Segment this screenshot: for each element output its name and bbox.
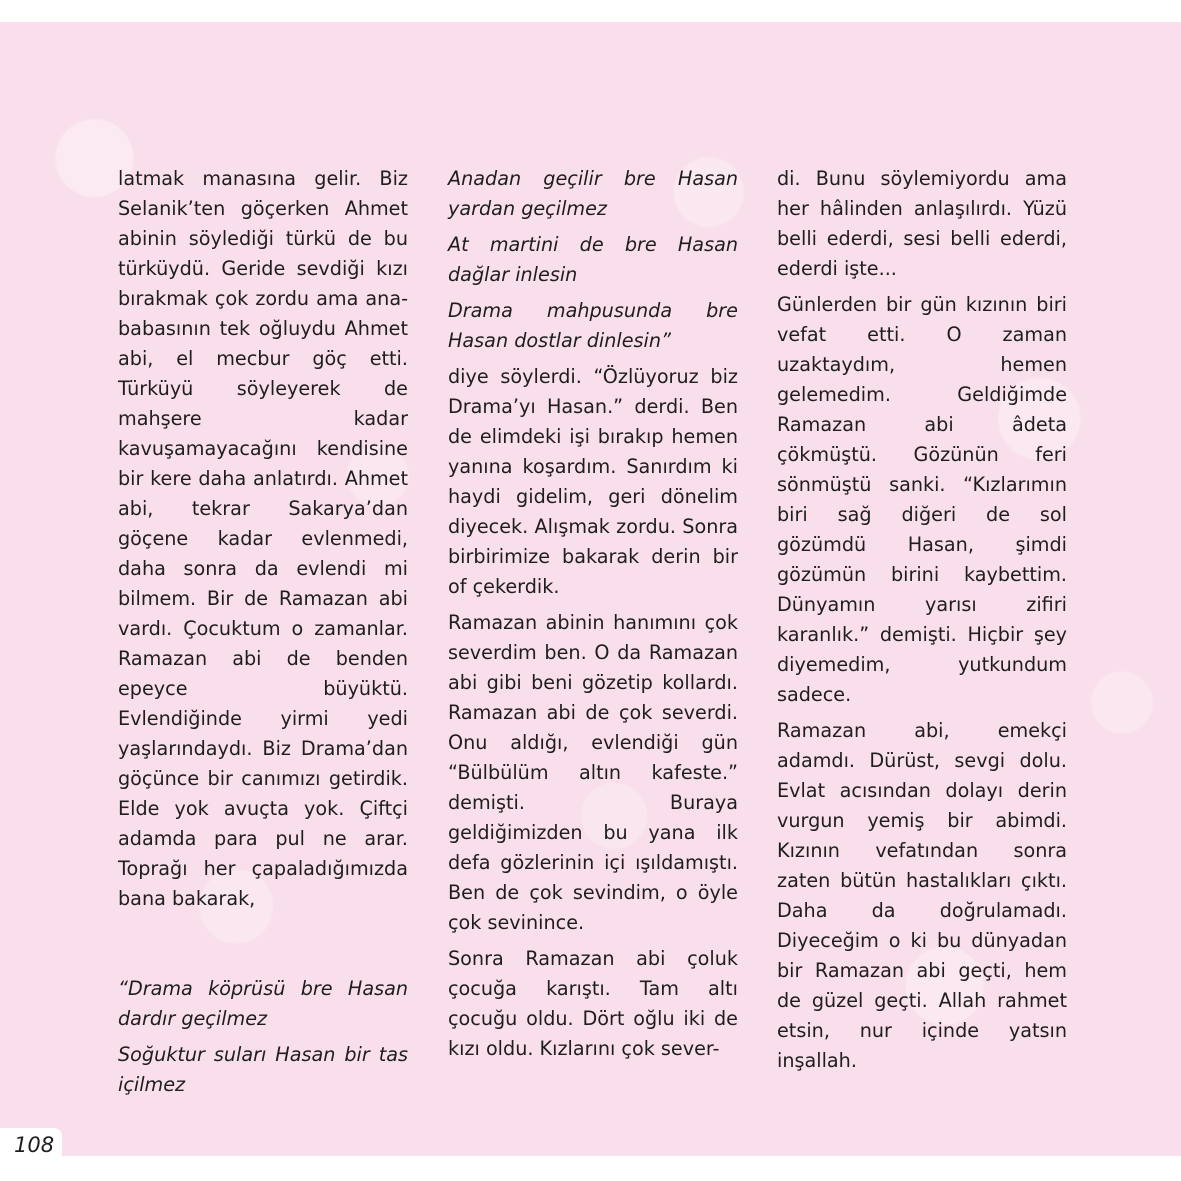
paragraph: latmak manasına gelir. Biz Selanik’ten göçerken Ahmet abinin söylediği türkü de bu türküydü. Geride sevdiği kızı bırakmak çok zordu ama ana-babasının tek oğluydu Ahmet abi, el mecbur göç etti. Türküyü söyleyerek de mahşere kadar kavuşamayacağını kendisine bir kere daha anlatırdı. Ahmet abi, tekrar Sakarya’dan göçene kadar evlenmedi, daha sonra da evlendi mi bilmem. Bir de Ramazan abi vardı. Çocuktum o zamanlar. Ramazan abi de benden epeyce büyüktü. Evlendiğinde yirmi yedi yaşlarındaydı. Biz Drama’dan göçünce bir canımızı getirdik. Elde yok avuçta yok. Çiftçi adamda para pul ne arar. Toprağı her çapaladığımızda bana bakarak,	[118, 167, 408, 910]
text-column-3	[777, 164, 1067, 1076]
text-column-2	[448, 164, 738, 1064]
paragraph: Ramazan abinin hanımını çok severdim ben. O da Ramazan abi gibi beni gözetip kollardı. Ramazan abi de çok severdi. Onu aldığı, evlendiği gün “Bülbülüm altın kafeste.” demişti. Buraya geldiğimizden bu yana ilk defa gözlerinin içi ışıldamıştı. Ben de çok sevindim, o öyle çok sevinince.	[448, 611, 738, 934]
paragraph: Günlerden bir gün kızının biri vefat etti. O zaman uzaktaydım, hemen gelemedim. Geldiğimde Ramazan abi âdeta çökmüştü. Gözünün feri sönmüştü sanki. “Kızlarımın biri sağ diğeri de sol gözümdü Hasan, şimdi gözümün birini kaybettim. Dünyamın yarısı zifiri karanlık.” demişti. Hiçbir şey diyemedim, yutkundum sadece.	[777, 293, 1067, 706]
folk-song-verse: At martini de bre Hasan dağlar inlesin	[448, 233, 738, 286]
paragraph: Sonra Ramazan abi çoluk çocuğa karıştı. Tam altı çocuğu oldu. Dört oğlu iki de kızı oldu. Kızlarını çok sever-	[448, 947, 738, 1060]
text-column-1	[118, 164, 408, 1100]
page-number: 108	[0, 1128, 62, 1160]
folk-song-verse: Drama mahpusunda bre Hasan dostlar dinlesin”	[448, 299, 738, 352]
book-page	[0, 22, 1181, 1156]
folk-song-verse: Soğuktur suları Hasan bir tas içilmez	[118, 1043, 408, 1096]
folk-song-verse: Anadan geçilir bre Hasan yardan geçilmez	[448, 167, 738, 220]
paragraph: di. Bunu söylemiyordu ama her hâlinden anlaşılırdı. Yüzü belli ederdi, sesi belli ederdi, ederdi işte...	[777, 167, 1067, 280]
paragraph: Ramazan abi, emekçi adamdı. Dürüst, sevgi dolu. Evlat acısından dolayı derin vurgun yemiş bir abimdi. Kızının vefatından sonra zaten bütün hastalıkları çıktı. Daha da doğrulamadı. Diyeceğim o ki bu dünyadan bir Ramazan abi geçti, hem de güzel geçti. Allah rahmet etsin, nur içinde yatsın inşallah.	[777, 719, 1067, 1072]
folk-song-verse: “Drama köprüsü bre Hasan dardır geçilmez	[118, 977, 408, 1030]
paragraph: diye söylerdi. “Özlüyoruz biz Drama’yı Hasan.” derdi. Ben de elimdeki işi bırakıp hemen yanına koşardım. Sanırdım ki haydi gidelim, geri dönelim diyecek. Alışmak zordu. Sonra birbirimize bakarak derin bir of çekerdik.	[448, 365, 738, 598]
